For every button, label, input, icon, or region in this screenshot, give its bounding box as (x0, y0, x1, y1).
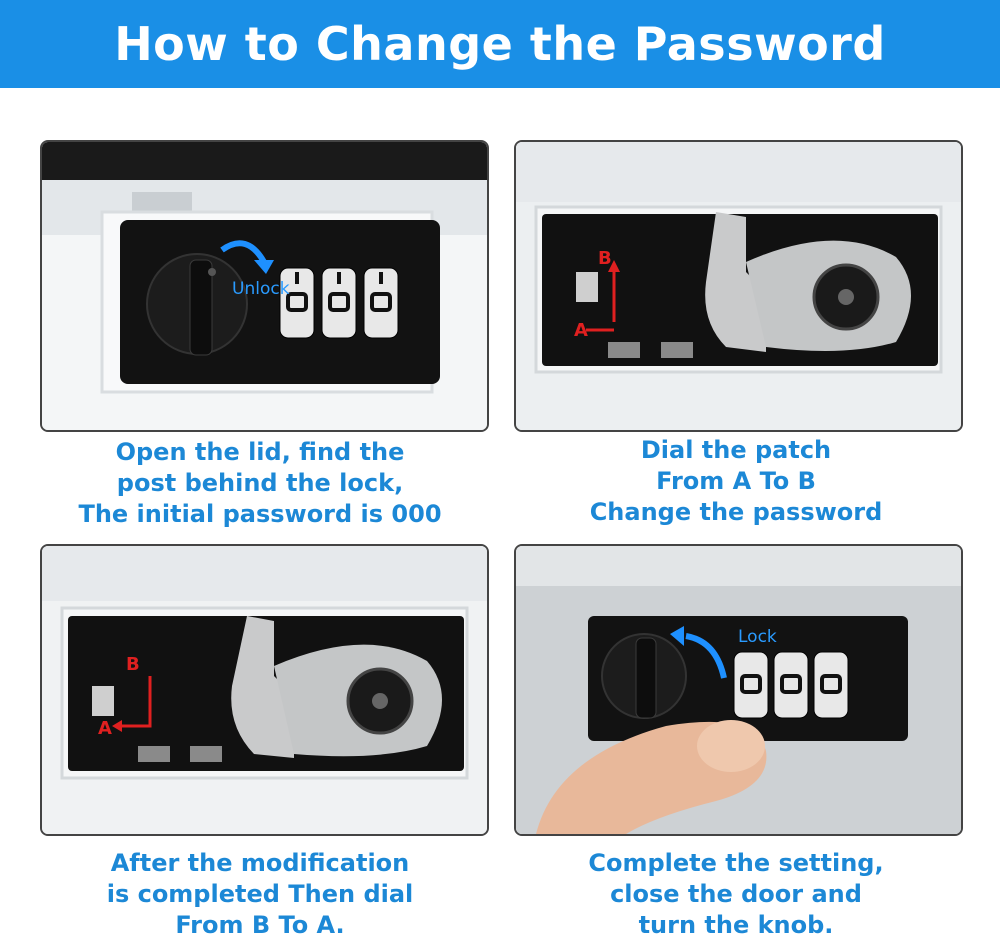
caption-line: post behind the lock, (116, 469, 404, 497)
step-1-caption (30, 437, 490, 530)
caption-line: From A To B (656, 467, 816, 495)
caption-line: Open the lid, find the (115, 438, 405, 466)
caption-line: Change the password (589, 498, 883, 526)
caption-line: From B To A. (175, 911, 345, 939)
marker-a: A (574, 320, 588, 341)
caption-line: is completed Then dial (106, 880, 414, 908)
step-3-caption (30, 848, 490, 941)
step-2-photo (514, 140, 963, 432)
unlock-label: Unlock (232, 279, 290, 299)
page-title: How to Change the Password (114, 17, 886, 71)
marker-b: B (598, 248, 612, 269)
caption-line: close the door and (610, 880, 862, 908)
step-2-caption (506, 435, 966, 528)
caption-line: Dial the patch (640, 436, 832, 464)
lock-label: Lock (738, 627, 777, 647)
caption-line: After the modification (110, 849, 410, 877)
caption-line: turn the knob. (638, 911, 834, 939)
caption-line: The initial password is 000 (78, 500, 442, 528)
step-1-photo (40, 140, 489, 432)
title-banner (0, 0, 1000, 88)
step-3-photo (40, 544, 489, 836)
caption-line: Complete the setting, (588, 849, 884, 877)
marker-a: A (98, 718, 112, 739)
marker-b: B (126, 654, 140, 675)
step-4-photo (514, 544, 963, 836)
step-4-caption (506, 848, 966, 941)
